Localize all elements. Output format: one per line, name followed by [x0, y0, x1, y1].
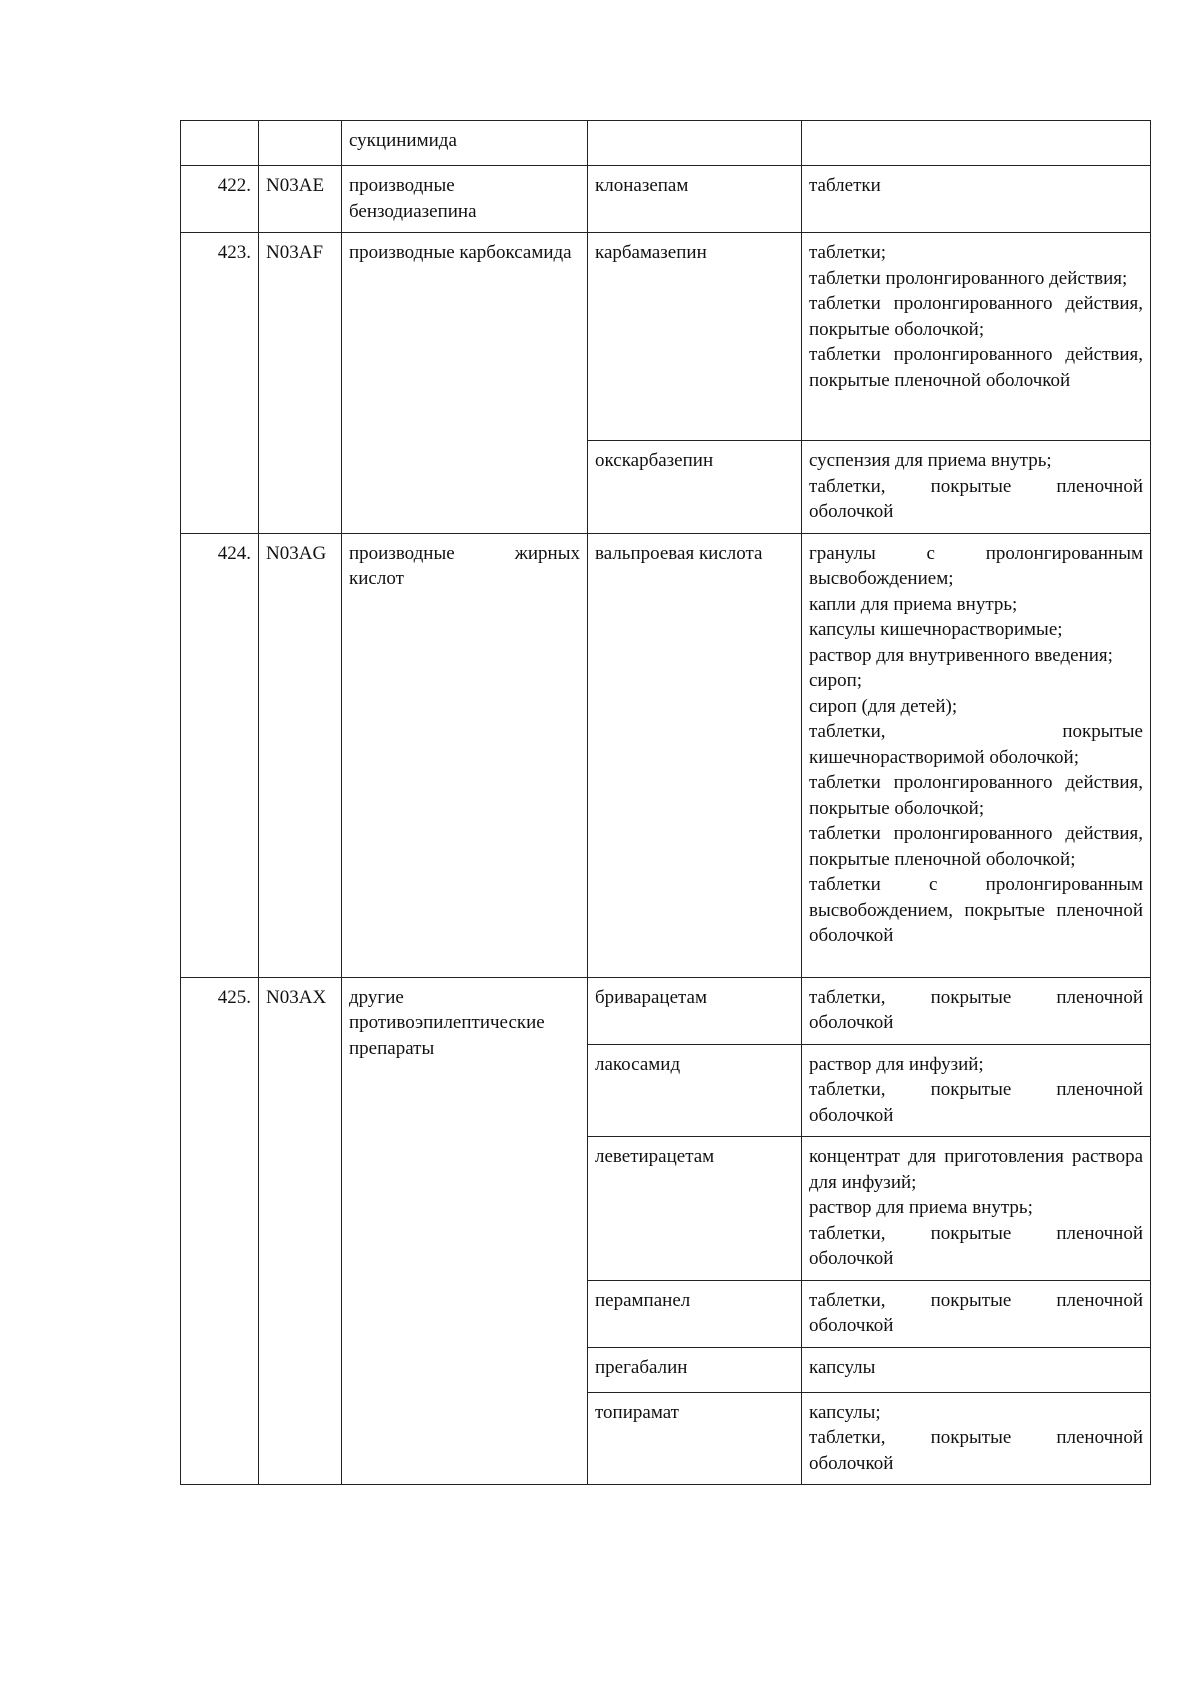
- group-text: производные жирных кислот: [349, 542, 580, 589]
- forms-cell: [802, 977, 1151, 1044]
- form-line: капли для приема внутрь;: [809, 593, 1018, 615]
- forms-cell: [802, 1137, 1151, 1281]
- row-number-cell: 424.: [181, 533, 259, 977]
- drug-cell: перампанел: [588, 1280, 802, 1347]
- drug-cell: окскарбазепин: [588, 441, 802, 534]
- atc-code-cell: N03AF: [259, 233, 342, 534]
- form-line: раствор для приема внутрь;: [809, 1197, 1033, 1218]
- drug-cell: прегабалин: [588, 1347, 802, 1392]
- form-line: таблетки, покрытые пленочной оболочкой: [809, 1079, 1143, 1126]
- form-line: раствор для внутривенного введения;: [809, 644, 1113, 666]
- forms-cell: [802, 166, 1151, 233]
- forms-cell: [802, 233, 1151, 441]
- forms-cell: [802, 1392, 1151, 1485]
- forms-cell: [802, 1347, 1151, 1392]
- form-line: сироп (для детей);: [809, 695, 958, 717]
- form-line: таблетки, покрытые пленочной оболочкой: [809, 475, 1143, 522]
- form-line: капсулы;: [809, 1401, 881, 1423]
- forms-cell: [802, 533, 1151, 977]
- row-number-cell: 422.: [181, 166, 259, 233]
- forms-cell: [802, 1280, 1151, 1347]
- form-line: таблетки;: [809, 242, 887, 263]
- form-line: таблетки, покрытые пленочной оболочкой: [809, 1289, 1143, 1336]
- form-line: таблетки, покрытые пленочной оболочкой: [809, 986, 1143, 1033]
- table-row: [181, 166, 1151, 233]
- form-line: сироп;: [809, 670, 863, 691]
- drug-cell: лакосамид: [588, 1044, 802, 1137]
- group-cell: сукцинимида: [342, 121, 588, 166]
- forms-cell: [802, 441, 1151, 534]
- form-line: таблетки, покрытые кишечнорастворимой оболочкой;: [809, 721, 1143, 768]
- table-row: [181, 233, 1151, 441]
- form-line: гранулы с пролонгированным высвобождением;: [809, 542, 1143, 589]
- form-line: капсулы кишечнорастворимые;: [809, 619, 1063, 640]
- atc-code-cell: [259, 121, 342, 166]
- form-line: таблетки пролонгированного действия;: [809, 267, 1128, 289]
- row-number-cell: [181, 121, 259, 166]
- forms-cell: [802, 1044, 1151, 1137]
- table-row: [181, 121, 1151, 166]
- form-line: таблетки, покрытые пленочной оболочкой: [809, 1427, 1143, 1474]
- drug-cell: вальпроевая кислота: [588, 533, 802, 977]
- group-cell: [342, 533, 588, 977]
- drug-cell: клоназепам: [588, 166, 802, 233]
- form-line: капсулы: [809, 1356, 876, 1378]
- form-line: таблетки пролонгированного действия, покрытые оболочкой;: [809, 293, 1143, 340]
- form-line: таблетки, покрытые пленочной оболочкой: [809, 1222, 1143, 1269]
- row-number-cell: 423.: [181, 233, 259, 534]
- drug-list-table: [180, 120, 1151, 1485]
- atc-code-cell: N03AE: [259, 166, 342, 233]
- table-row: [181, 533, 1151, 977]
- group-cell: производные карбоксамида: [342, 233, 588, 534]
- drug-cell: бриварацетам: [588, 977, 802, 1044]
- atc-code-cell: N03AG: [259, 533, 342, 977]
- table-row: [181, 977, 1151, 1044]
- atc-code-cell: N03AX: [259, 977, 342, 1485]
- form-line: суспензия для приема внутрь;: [809, 450, 1052, 471]
- form-line: концентрат для приготовления раствора для инфузий;: [809, 1146, 1143, 1193]
- row-number-cell: 425.: [181, 977, 259, 1485]
- drug-cell: карбамазепин: [588, 233, 802, 441]
- forms-cell: [802, 121, 1151, 166]
- group-cell: другие противоэпилептические препараты: [342, 977, 588, 1485]
- form-line: таблетки с пролонгированным высвобождением, покрытые пленочной оболочкой: [809, 874, 1143, 946]
- group-cell: производные бензодиазепина: [342, 166, 588, 233]
- form-line: таблетки пролонгированного действия, покрытые пленочной оболочкой: [809, 344, 1143, 391]
- form-line: таблетки пролонгированного действия, покрытые оболочкой;: [809, 772, 1143, 819]
- drug-cell: [588, 121, 802, 166]
- drug-cell: леветирацетам: [588, 1137, 802, 1281]
- form-line: раствор для инфузий;: [809, 1053, 984, 1075]
- drug-cell: топирамат: [588, 1392, 802, 1485]
- form-line: таблетки: [809, 175, 881, 196]
- form-line: таблетки пролонгированного действия, покрытые пленочной оболочкой;: [809, 823, 1143, 870]
